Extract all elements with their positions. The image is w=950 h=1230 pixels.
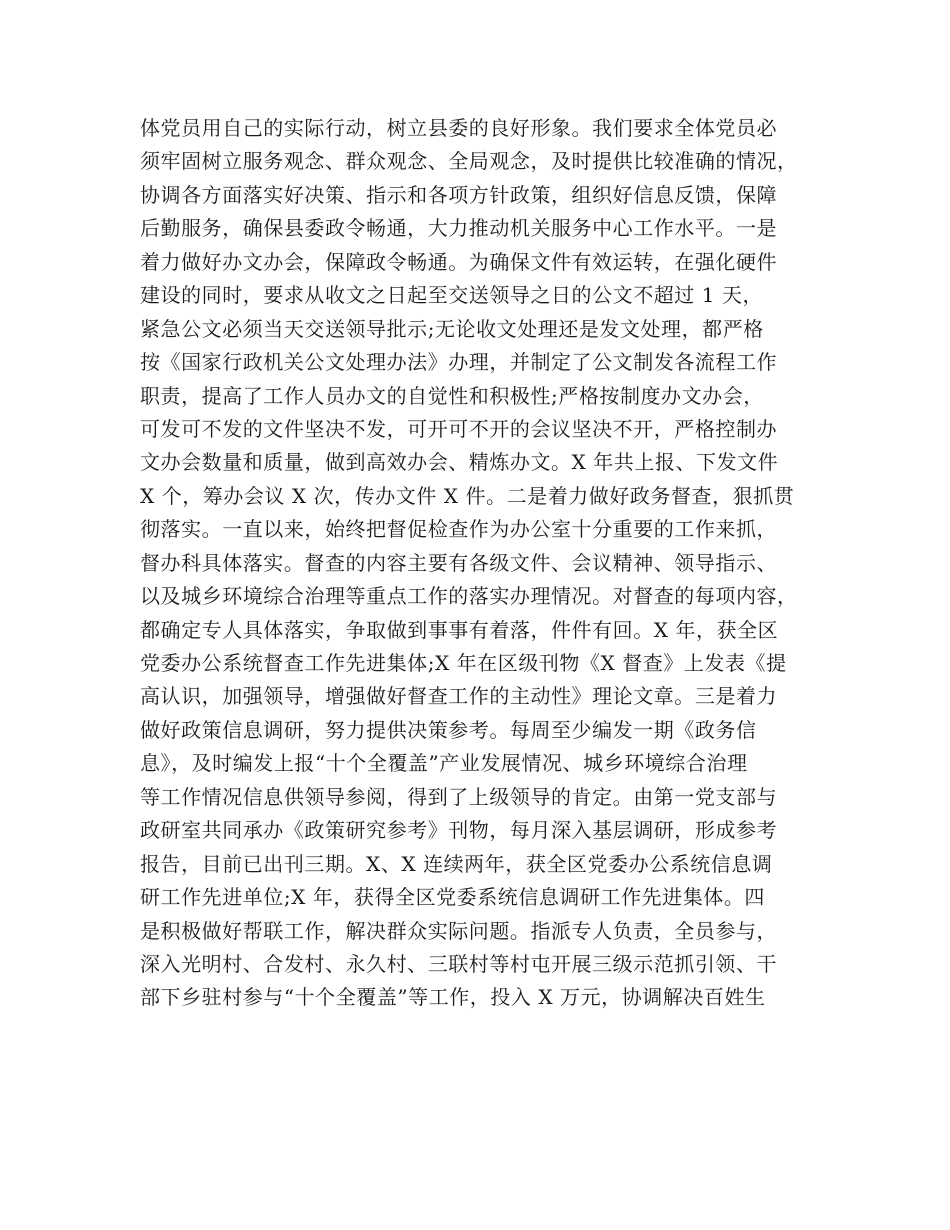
text-line: 文办会数量和质量，做到高效办会、精炼办文。X 年共上报、下发文件 <box>140 450 779 475</box>
text-line: 按《国家行政机关公文处理办法》办理，并制定了公文制发各流程工作 <box>140 350 778 375</box>
text-line: 督办科具体落实。督查的内容主要有各级文件、会议精神、领导指示、 <box>140 550 778 575</box>
text-line: 等工作情况信息供领导参阅，得到了上级领导的肯定。由第一党支部与 <box>140 784 778 809</box>
text-line: 以及城乡环境综合治理等重点工作的落实办理情况。对督查的每项内容， <box>140 584 798 609</box>
text-line: 研工作先进单位;X 年，获得全区党委系统信息调研工作先进集体。四 <box>140 885 765 910</box>
text-line: 党委办公系统督查工作先进集体;X 年在区级刊物《X 督查》上发表《提 <box>140 651 787 675</box>
text-line: 高认识，加强领导，增强做好督查工作的主动性》理论文章。三是着力 <box>140 684 778 709</box>
text-line: 彻落实。一直以来，始终把督促检查作为办公室十分重要的工作来抓， <box>140 517 778 542</box>
text-line: 是积极做好帮联工作，解决群众实际问题。指派专人负责，全员参与， <box>140 918 778 943</box>
text-line: X 个，筹办会议 X 次，传办文件 X 件。二是着力做好政务督查，狠抓贯 <box>140 483 795 508</box>
body-paragraph <box>140 112 840 1015</box>
text-line: 可发可不发的文件坚决不发，可开可不开的会议坚决不开，严格控制办 <box>140 416 778 441</box>
text-line: 建设的同时，要求从收文之日起至交送领导之日的公文不超过 1 天， <box>140 283 764 308</box>
text-line: 职责，提高了工作人员办文的自觉性和积极性;严格按制度办文办会， <box>140 383 764 408</box>
text-line: 后勤服务，确保县委政令畅通，大力推动机关服务中心工作水平。一是 <box>140 216 778 241</box>
text-line: 须牢固树立服务观念、群众观念、全局观念，及时提供比较准确的情况， <box>140 149 798 174</box>
text-line: 协调各方面落实好决策、指示和各项方针政策，组织好信息反馈，保障 <box>140 182 778 207</box>
text-line: 息》，及时编发上报“十个全覆盖”产业发展情况、城乡环境综合治理 <box>140 751 748 776</box>
text-line: 都确定专人具体落实，争取做到事事有着落，件件有回。X 年，获全区 <box>140 617 779 642</box>
text-line: 做好政策信息调研，努力提供决策参考。每周至少编发一期《政务信 <box>140 717 757 742</box>
text-line: 着力做好办文办会，保障政令畅通。为确保文件有效运转，在强化硬件 <box>140 249 778 274</box>
text-line: 报告，目前已出刊三期。X、X 连续两年，获全区党委办公系统信息调 <box>140 851 773 876</box>
text-line: 政研室共同承办《政策研究参考》刊物，每月深入基层调研，形成参考 <box>140 818 778 843</box>
text-line: 紧急公文必须当天交送领导批示;无论收文处理还是发文处理，都严格 <box>140 316 764 341</box>
text-line: 体党员用自己的实际行动，树立县委的良好形象。我们要求全体党员必 <box>140 116 778 140</box>
text-line: 部下乡驻村参与“十个全覆盖”等工作，投入 X 万元，协调解决百姓生 <box>140 985 766 1010</box>
text-line: 深入光明村、合发村、永久村、三联村等村屯开展三级示范抓引领、干 <box>140 951 778 976</box>
